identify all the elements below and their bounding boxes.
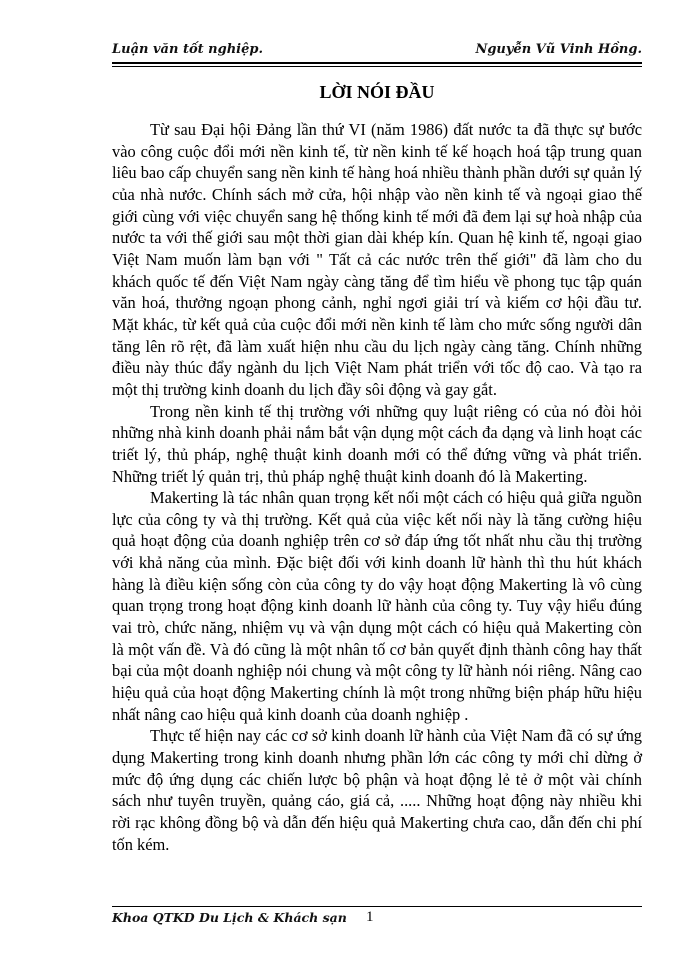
paragraph-4: Thực tế hiện nay các cơ sở kinh doanh lữ hành của Việt Nam đã có sự ứng dụng Makerting trong kinh doanh nhưng phần lớn các công ty mới chỉ dừng ở mức độ ứng dụng các chiến lược bộ phận và hoạt động lẻ tẻ ở một vài chính sách như tuyên truyền, quảng cáo, giá cả, ..... Những hoạt động này nhiều khi rời rạc không đồng bộ và dẫn đến hiệu quả Makerting chưa cao, dẫn đến chi phí tốn kém.: [112, 726, 642, 854]
paragraph-1: Từ sau Đại hội Đảng lần thứ VI (năm 1986) đất nước ta đã thực sự bước vào công cuộc đổi mới nền kinh tế, từ nền kinh tế kế hoạch hoá tập trung quan liêu bao cấp chuyển sang nền kinh tế hàng hoá nhiều thành phần dưới sự quản lý của nhà nước. Chính sách mở cửa, hội nhập vào nền kinh tế và ngoại giao thế giới cùng với việc chuyển sang hệ thống kinh tế mới đã đem lại sự hoà nhập của nước ta với thế giới sau một thời gian dài khép kín. Quan hệ kinh tế, ngoại giao Việt Nam muốn làm bạn với " Tất cả các nước trên thế giới" đã làm cho du khách quốc tế đến Việt Nam ngày càng tăng để tìm hiểu về phong tục tập quán văn hoá, thưởng ngoạn phong cảnh, nghỉ ngơi giải trí và kiếm cơ hội đầu tư. Mặt khác, từ kết quả của cuộc đổi mới nền kinh tế làm cho mức sống người dân tăng lên rõ rệt, đã làm xuất hiện nhu cầu du lịch ngày càng tăng. Chính những điều này thúc đẩy ngành du lịch Việt Nam phát triển với tốc độ cao. Và tạo ra một thị trường kinh doanh du lịch đầy sôi động và gay gắt.: [112, 120, 642, 399]
paragraph-3: Makerting là tác nhân quan trọng kết nối một cách có hiệu quả giữa nguồn lực của công ty và thị trường. Kết quả của việc kết nối này là tăng cường hiệu quả hoạt động của doanh nghiệp trên cơ sở đáp ứng tốt nhất nhu cầu thị trường với khả năng của mình. Đặc biệt đối với kinh doanh lữ hành thì thu hút khách hàng là điều kiện sống còn của công ty do vậy hoạt động Makerting là vô cùng quan trọng trong hoạt động kinh doanh lữ hành của công ty. Tuy vậy hiểu đúng vai trò, chức năng, nhiệm vụ và vận dụng một cách có hiệu quả Makerting còn là một vấn đề. Và đó cũng là một nhân tố cơ bản quyết định thành công hay thất bại của một doanh nghiệp nói chung và một công ty lữ hành nói riêng. Nâng cao hiệu quả của hoạt động Makerting chính là một trong những biện pháp hữu hiệu nhất nâng cao hiệu quả kinh doanh của doanh nghiệp .: [112, 488, 642, 724]
footer-rule: [112, 906, 642, 907]
header-right-text: Nguyễn Vũ Vinh Hồng.: [475, 42, 642, 57]
header-left-text: Luận văn tốt nghiệp.: [112, 42, 263, 57]
header-rule-thin: [112, 66, 642, 67]
paragraph-2: Trong nền kinh tế thị trường với những quy luật riêng có của nó đòi hỏi những nhà kinh doanh phải nắm bắt vận dụng một cách đa dạng và linh hoạt các triết lý, thủ pháp, nghệ thuật kinh doanh mới có thể đứng vững và phát triển. Những triết lý quản trị, thủ pháp nghệ thuật kinh doanh đó là Makerting.: [112, 401, 642, 486]
body-text: [112, 119, 642, 855]
page-header: [112, 42, 642, 64]
page-number: 1: [366, 909, 374, 925]
page-title: LỜI NÓI ĐẦU: [319, 82, 435, 102]
footer-left-text: Khoa QTKD Du Lịch & Khách sạn: [112, 910, 347, 925]
header-rule-thick: [112, 62, 642, 64]
